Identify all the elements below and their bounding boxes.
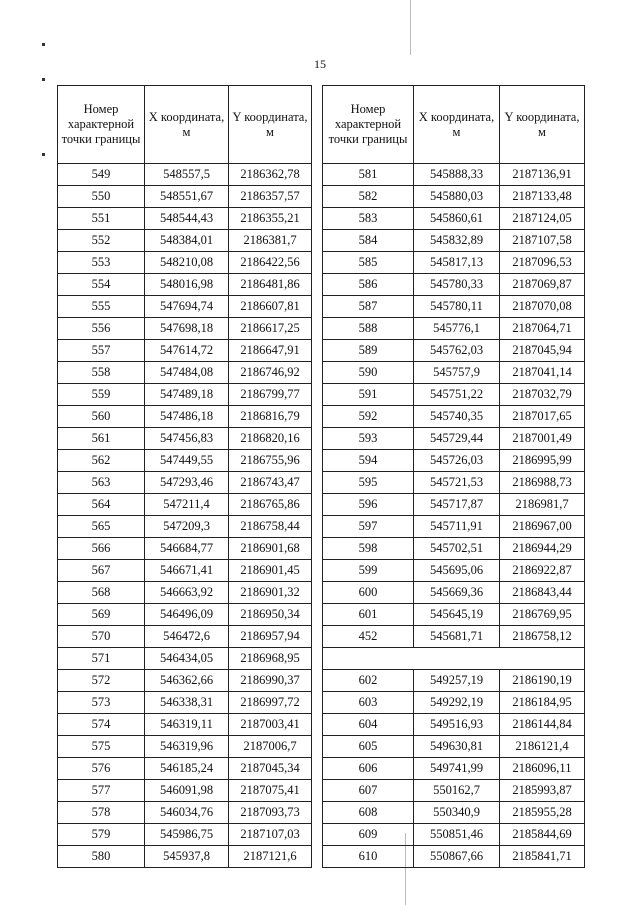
cell-x-coordinate: 545751,22 bbox=[414, 384, 500, 406]
cell-y-coordinate: 2186746,92 bbox=[229, 362, 312, 384]
cell-x-coordinate: 547293,46 bbox=[145, 472, 229, 494]
cell-y-coordinate: 2186381,7 bbox=[229, 230, 312, 252]
cell-point-number: 553 bbox=[58, 252, 145, 274]
table-row bbox=[58, 780, 312, 802]
cell-point-number: 575 bbox=[58, 736, 145, 758]
cell-y-coordinate: 2186990,37 bbox=[229, 670, 312, 692]
cell-point-number: 587 bbox=[323, 296, 414, 318]
cell-point-number: 581 bbox=[323, 164, 414, 186]
cell-x-coordinate: 545717,87 bbox=[414, 494, 500, 516]
table-row bbox=[58, 428, 312, 450]
table-row bbox=[323, 714, 585, 736]
cell-point-number: 565 bbox=[58, 516, 145, 538]
cell-y-coordinate: 2186901,45 bbox=[229, 560, 312, 582]
cell-y-coordinate: 2187003,41 bbox=[229, 714, 312, 736]
cell-x-coordinate: 547614,72 bbox=[145, 340, 229, 362]
cell-x-coordinate: 545645,19 bbox=[414, 604, 500, 626]
table-row bbox=[58, 230, 312, 252]
cell-point-number: 559 bbox=[58, 384, 145, 406]
cell-y-coordinate: 2186988,73 bbox=[500, 472, 585, 494]
table-row bbox=[58, 208, 312, 230]
cell-point-number: 580 bbox=[58, 846, 145, 868]
cell-x-coordinate: 547484,08 bbox=[145, 362, 229, 384]
cell-y-coordinate: 2187124,05 bbox=[500, 208, 585, 230]
cell-x-coordinate: 545757,9 bbox=[414, 362, 500, 384]
cell-point-number: 557 bbox=[58, 340, 145, 362]
blank-row bbox=[323, 648, 585, 670]
header-x: X координата, м bbox=[145, 86, 229, 164]
cell-x-coordinate: 546338,31 bbox=[145, 692, 229, 714]
table-row bbox=[58, 714, 312, 736]
cell-point-number: 556 bbox=[58, 318, 145, 340]
table-row bbox=[323, 758, 585, 780]
cell-x-coordinate: 550867,66 bbox=[414, 846, 500, 868]
cell-x-coordinate: 549741,99 bbox=[414, 758, 500, 780]
header-x: X координата, м bbox=[414, 86, 500, 164]
cell-point-number: 597 bbox=[323, 516, 414, 538]
table-row bbox=[58, 318, 312, 340]
cell-y-coordinate: 2186758,12 bbox=[500, 626, 585, 648]
cell-x-coordinate: 546472,6 bbox=[145, 626, 229, 648]
cell-x-coordinate: 547698,18 bbox=[145, 318, 229, 340]
cell-x-coordinate: 545721,53 bbox=[414, 472, 500, 494]
cell-y-coordinate: 2186799,77 bbox=[229, 384, 312, 406]
table-row bbox=[323, 186, 585, 208]
cell-point-number: 595 bbox=[323, 472, 414, 494]
table-row bbox=[58, 824, 312, 846]
cell-x-coordinate: 549516,93 bbox=[414, 714, 500, 736]
cell-point-number: 549 bbox=[58, 164, 145, 186]
table-row bbox=[323, 340, 585, 362]
cell-x-coordinate: 548557,5 bbox=[145, 164, 229, 186]
table-row bbox=[58, 252, 312, 274]
table-row bbox=[323, 626, 585, 648]
cell-y-coordinate: 2186968,95 bbox=[229, 648, 312, 670]
cell-point-number: 578 bbox=[58, 802, 145, 824]
cell-y-coordinate: 2186901,68 bbox=[229, 538, 312, 560]
table-row bbox=[58, 758, 312, 780]
cell-x-coordinate: 550340,9 bbox=[414, 802, 500, 824]
cell-point-number: 588 bbox=[323, 318, 414, 340]
table-row bbox=[323, 846, 585, 868]
cell-y-coordinate: 2187045,94 bbox=[500, 340, 585, 362]
cell-y-coordinate: 2186755,96 bbox=[229, 450, 312, 472]
table-row bbox=[323, 230, 585, 252]
cell-point-number: 561 bbox=[58, 428, 145, 450]
cell-y-coordinate: 2185955,28 bbox=[500, 802, 585, 824]
table-row bbox=[58, 846, 312, 868]
table-row bbox=[323, 450, 585, 472]
header-point: Номер характерной точки границы bbox=[323, 86, 414, 164]
cell-y-coordinate: 2187064,71 bbox=[500, 318, 585, 340]
cell-point-number: 562 bbox=[58, 450, 145, 472]
cell-y-coordinate: 2186743,47 bbox=[229, 472, 312, 494]
cell-x-coordinate: 546671,41 bbox=[145, 560, 229, 582]
cell-point-number: 602 bbox=[323, 670, 414, 692]
cell-point-number: 564 bbox=[58, 494, 145, 516]
cell-x-coordinate: 546496,09 bbox=[145, 604, 229, 626]
table-row bbox=[58, 406, 312, 428]
cell-y-coordinate: 2186901,32 bbox=[229, 582, 312, 604]
header-y: Y координата, м bbox=[229, 86, 312, 164]
cell-y-coordinate: 2186190,19 bbox=[500, 670, 585, 692]
cell-x-coordinate: 550162,7 bbox=[414, 780, 500, 802]
table-row bbox=[323, 252, 585, 274]
cell-point-number: 593 bbox=[323, 428, 414, 450]
cell-point-number: 560 bbox=[58, 406, 145, 428]
cell-y-coordinate: 2187075,41 bbox=[229, 780, 312, 802]
cell-point-number: 608 bbox=[323, 802, 414, 824]
table-row bbox=[323, 516, 585, 538]
cell-point-number: 599 bbox=[323, 560, 414, 582]
cell-point-number: 601 bbox=[323, 604, 414, 626]
cell-point-number: 583 bbox=[323, 208, 414, 230]
cell-y-coordinate: 2186362,78 bbox=[229, 164, 312, 186]
cell-x-coordinate: 545762,03 bbox=[414, 340, 500, 362]
cell-y-coordinate: 2186355,21 bbox=[229, 208, 312, 230]
cell-point-number: 573 bbox=[58, 692, 145, 714]
cell-point-number: 569 bbox=[58, 604, 145, 626]
cell-point-number: 568 bbox=[58, 582, 145, 604]
cell-point-number: 596 bbox=[323, 494, 414, 516]
cell-x-coordinate: 548544,43 bbox=[145, 208, 229, 230]
cell-x-coordinate: 546663,92 bbox=[145, 582, 229, 604]
cell-point-number: 609 bbox=[323, 824, 414, 846]
cell-x-coordinate: 550851,46 bbox=[414, 824, 500, 846]
cell-point-number: 552 bbox=[58, 230, 145, 252]
table-row bbox=[58, 648, 312, 670]
table-row bbox=[58, 604, 312, 626]
table-row bbox=[323, 472, 585, 494]
cell-x-coordinate: 545832,89 bbox=[414, 230, 500, 252]
cell-y-coordinate: 2186820,16 bbox=[229, 428, 312, 450]
table-row bbox=[323, 318, 585, 340]
cell-point-number: 585 bbox=[323, 252, 414, 274]
cell-point-number: 605 bbox=[323, 736, 414, 758]
table-row bbox=[58, 494, 312, 516]
cell-point-number: 571 bbox=[58, 648, 145, 670]
cell-point-number: 603 bbox=[323, 692, 414, 714]
cell-x-coordinate: 545817,13 bbox=[414, 252, 500, 274]
cell-x-coordinate: 548016,98 bbox=[145, 274, 229, 296]
cell-x-coordinate: 549257,19 bbox=[414, 670, 500, 692]
table-row bbox=[323, 296, 585, 318]
cell-x-coordinate: 545740,35 bbox=[414, 406, 500, 428]
cell-x-coordinate: 545681,71 bbox=[414, 626, 500, 648]
table-row bbox=[58, 472, 312, 494]
cell-y-coordinate: 2186647,91 bbox=[229, 340, 312, 362]
cell-y-coordinate: 2186816,79 bbox=[229, 406, 312, 428]
cell-x-coordinate: 549630,81 bbox=[414, 736, 500, 758]
header-row bbox=[323, 86, 585, 164]
table-row bbox=[323, 494, 585, 516]
table-row bbox=[58, 340, 312, 362]
cell-y-coordinate: 2186765,86 bbox=[229, 494, 312, 516]
table-row bbox=[323, 736, 585, 758]
cell-point-number: 555 bbox=[58, 296, 145, 318]
cell-x-coordinate: 547211,4 bbox=[145, 494, 229, 516]
cell-x-coordinate: 546434,05 bbox=[145, 648, 229, 670]
cell-x-coordinate: 545729,44 bbox=[414, 428, 500, 450]
cell-y-coordinate: 2185993,87 bbox=[500, 780, 585, 802]
cell-y-coordinate: 2186997,72 bbox=[229, 692, 312, 714]
cell-y-coordinate: 2187045,34 bbox=[229, 758, 312, 780]
cell-x-coordinate: 546319,96 bbox=[145, 736, 229, 758]
cell-y-coordinate: 2187001,49 bbox=[500, 428, 585, 450]
cell-y-coordinate: 2185841,71 bbox=[500, 846, 585, 868]
table-row bbox=[58, 450, 312, 472]
cell-y-coordinate: 2185844,69 bbox=[500, 824, 585, 846]
cell-y-coordinate: 2186981,7 bbox=[500, 494, 585, 516]
cell-y-coordinate: 2187107,03 bbox=[229, 824, 312, 846]
table-row bbox=[58, 670, 312, 692]
cell-x-coordinate: 546185,24 bbox=[145, 758, 229, 780]
cell-y-coordinate: 2186422,56 bbox=[229, 252, 312, 274]
cell-point-number: 452 bbox=[323, 626, 414, 648]
cell-point-number: 554 bbox=[58, 274, 145, 296]
cell-point-number: 550 bbox=[58, 186, 145, 208]
table-row bbox=[323, 164, 585, 186]
cell-point-number: 590 bbox=[323, 362, 414, 384]
cell-x-coordinate: 548210,08 bbox=[145, 252, 229, 274]
table-row bbox=[58, 560, 312, 582]
table-row bbox=[58, 736, 312, 758]
cell-point-number: 566 bbox=[58, 538, 145, 560]
cell-y-coordinate: 2187006,7 bbox=[229, 736, 312, 758]
header-row bbox=[58, 86, 312, 164]
cell-point-number: 594 bbox=[323, 450, 414, 472]
table-row bbox=[58, 186, 312, 208]
cell-point-number: 606 bbox=[323, 758, 414, 780]
header-y: Y координата, м bbox=[500, 86, 585, 164]
cell-y-coordinate: 2186121,4 bbox=[500, 736, 585, 758]
table-row bbox=[323, 692, 585, 714]
cell-x-coordinate: 545888,33 bbox=[414, 164, 500, 186]
cell-y-coordinate: 2186758,44 bbox=[229, 516, 312, 538]
cell-y-coordinate: 2186843,44 bbox=[500, 582, 585, 604]
table-row bbox=[323, 802, 585, 824]
cell-x-coordinate: 545780,11 bbox=[414, 296, 500, 318]
cell-y-coordinate: 2187133,48 bbox=[500, 186, 585, 208]
cell-x-coordinate: 548384,01 bbox=[145, 230, 229, 252]
cell-y-coordinate: 2186769,95 bbox=[500, 604, 585, 626]
table-row bbox=[323, 604, 585, 626]
cell-x-coordinate: 545986,75 bbox=[145, 824, 229, 846]
cell-x-coordinate: 545776,1 bbox=[414, 318, 500, 340]
cell-y-coordinate: 2186944,29 bbox=[500, 538, 585, 560]
cell-y-coordinate: 2186922,87 bbox=[500, 560, 585, 582]
coordinates-table-left bbox=[57, 85, 312, 868]
cell-x-coordinate: 548551,67 bbox=[145, 186, 229, 208]
table-row bbox=[323, 406, 585, 428]
table-row bbox=[323, 538, 585, 560]
table-row bbox=[323, 274, 585, 296]
scan-dot bbox=[42, 153, 45, 156]
scan-fold-line bbox=[410, 0, 411, 55]
cell-x-coordinate: 545726,03 bbox=[414, 450, 500, 472]
cell-point-number: 591 bbox=[323, 384, 414, 406]
table-row bbox=[58, 516, 312, 538]
table-row bbox=[323, 384, 585, 406]
table-row bbox=[323, 780, 585, 802]
cell-x-coordinate: 545702,51 bbox=[414, 538, 500, 560]
cell-point-number: 600 bbox=[323, 582, 414, 604]
cell-point-number: 589 bbox=[323, 340, 414, 362]
cell-y-coordinate: 2186617,25 bbox=[229, 318, 312, 340]
table-row bbox=[58, 362, 312, 384]
table-row bbox=[58, 538, 312, 560]
table-row bbox=[58, 582, 312, 604]
table-row bbox=[58, 274, 312, 296]
cell-point-number: 579 bbox=[58, 824, 145, 846]
cell-x-coordinate: 547489,18 bbox=[145, 384, 229, 406]
table-row bbox=[58, 384, 312, 406]
cell-x-coordinate: 547486,18 bbox=[145, 406, 229, 428]
cell-point-number: 570 bbox=[58, 626, 145, 648]
table-row bbox=[323, 670, 585, 692]
scan-dot bbox=[42, 43, 45, 46]
cell-x-coordinate: 549292,19 bbox=[414, 692, 500, 714]
cell-x-coordinate: 546684,77 bbox=[145, 538, 229, 560]
cell-y-coordinate: 2186950,34 bbox=[229, 604, 312, 626]
table-row bbox=[323, 582, 585, 604]
cell-y-coordinate: 2186184,95 bbox=[500, 692, 585, 714]
cell-x-coordinate: 545711,91 bbox=[414, 516, 500, 538]
cell-y-coordinate: 2187136,91 bbox=[500, 164, 585, 186]
table-row bbox=[58, 626, 312, 648]
cell-y-coordinate: 2186481,86 bbox=[229, 274, 312, 296]
scan-dot bbox=[42, 78, 45, 81]
cell-x-coordinate: 545860,61 bbox=[414, 208, 500, 230]
cell-x-coordinate: 546034,76 bbox=[145, 802, 229, 824]
cell-y-coordinate: 2187096,53 bbox=[500, 252, 585, 274]
cell-point-number: 592 bbox=[323, 406, 414, 428]
cell-point-number: 610 bbox=[323, 846, 414, 868]
header-point: Номер характерной точки границы bbox=[58, 86, 145, 164]
cell-x-coordinate: 547449,55 bbox=[145, 450, 229, 472]
table-row bbox=[323, 428, 585, 450]
table-row bbox=[323, 208, 585, 230]
cell-x-coordinate: 545780,33 bbox=[414, 274, 500, 296]
table-row bbox=[58, 164, 312, 186]
cell-y-coordinate: 2186144,84 bbox=[500, 714, 585, 736]
cell-y-coordinate: 2186357,57 bbox=[229, 186, 312, 208]
table-row bbox=[58, 296, 312, 318]
cell-point-number: 567 bbox=[58, 560, 145, 582]
table-row bbox=[323, 824, 585, 846]
table-row bbox=[323, 362, 585, 384]
table-row bbox=[58, 692, 312, 714]
page-number: 15 bbox=[314, 57, 326, 71]
cell-y-coordinate: 2186607,81 bbox=[229, 296, 312, 318]
cell-x-coordinate: 546362,66 bbox=[145, 670, 229, 692]
cell-y-coordinate: 2187107,58 bbox=[500, 230, 585, 252]
cell-y-coordinate: 2186957,94 bbox=[229, 626, 312, 648]
cell-x-coordinate: 545669,36 bbox=[414, 582, 500, 604]
coordinates-table-right bbox=[322, 85, 585, 868]
cell-point-number: 577 bbox=[58, 780, 145, 802]
cell-point-number: 604 bbox=[323, 714, 414, 736]
table-row bbox=[58, 802, 312, 824]
cell-y-coordinate: 2187093,73 bbox=[229, 802, 312, 824]
cell-x-coordinate: 546319,11 bbox=[145, 714, 229, 736]
cell-y-coordinate: 2186096,11 bbox=[500, 758, 585, 780]
cell-point-number: 563 bbox=[58, 472, 145, 494]
cell-x-coordinate: 547209,3 bbox=[145, 516, 229, 538]
cell-y-coordinate: 2187070,08 bbox=[500, 296, 585, 318]
cell-x-coordinate: 545880,03 bbox=[414, 186, 500, 208]
table-row bbox=[323, 560, 585, 582]
cell-x-coordinate: 545937,8 bbox=[145, 846, 229, 868]
cell-point-number: 607 bbox=[323, 780, 414, 802]
cell-y-coordinate: 2187069,87 bbox=[500, 274, 585, 296]
cell-x-coordinate: 545695,06 bbox=[414, 560, 500, 582]
cell-y-coordinate: 2187121,6 bbox=[229, 846, 312, 868]
cell-point-number: 584 bbox=[323, 230, 414, 252]
cell-y-coordinate: 2187032,79 bbox=[500, 384, 585, 406]
blank-cell bbox=[323, 648, 585, 670]
cell-point-number: 572 bbox=[58, 670, 145, 692]
cell-point-number: 551 bbox=[58, 208, 145, 230]
cell-point-number: 576 bbox=[58, 758, 145, 780]
cell-point-number: 598 bbox=[323, 538, 414, 560]
cell-point-number: 558 bbox=[58, 362, 145, 384]
cell-point-number: 582 bbox=[323, 186, 414, 208]
cell-x-coordinate: 547694,74 bbox=[145, 296, 229, 318]
cell-point-number: 574 bbox=[58, 714, 145, 736]
cell-y-coordinate: 2186967,00 bbox=[500, 516, 585, 538]
cell-y-coordinate: 2186995,99 bbox=[500, 450, 585, 472]
cell-point-number: 586 bbox=[323, 274, 414, 296]
cell-y-coordinate: 2187041,14 bbox=[500, 362, 585, 384]
cell-x-coordinate: 546091,98 bbox=[145, 780, 229, 802]
cell-x-coordinate: 547456,83 bbox=[145, 428, 229, 450]
cell-y-coordinate: 2187017,65 bbox=[500, 406, 585, 428]
